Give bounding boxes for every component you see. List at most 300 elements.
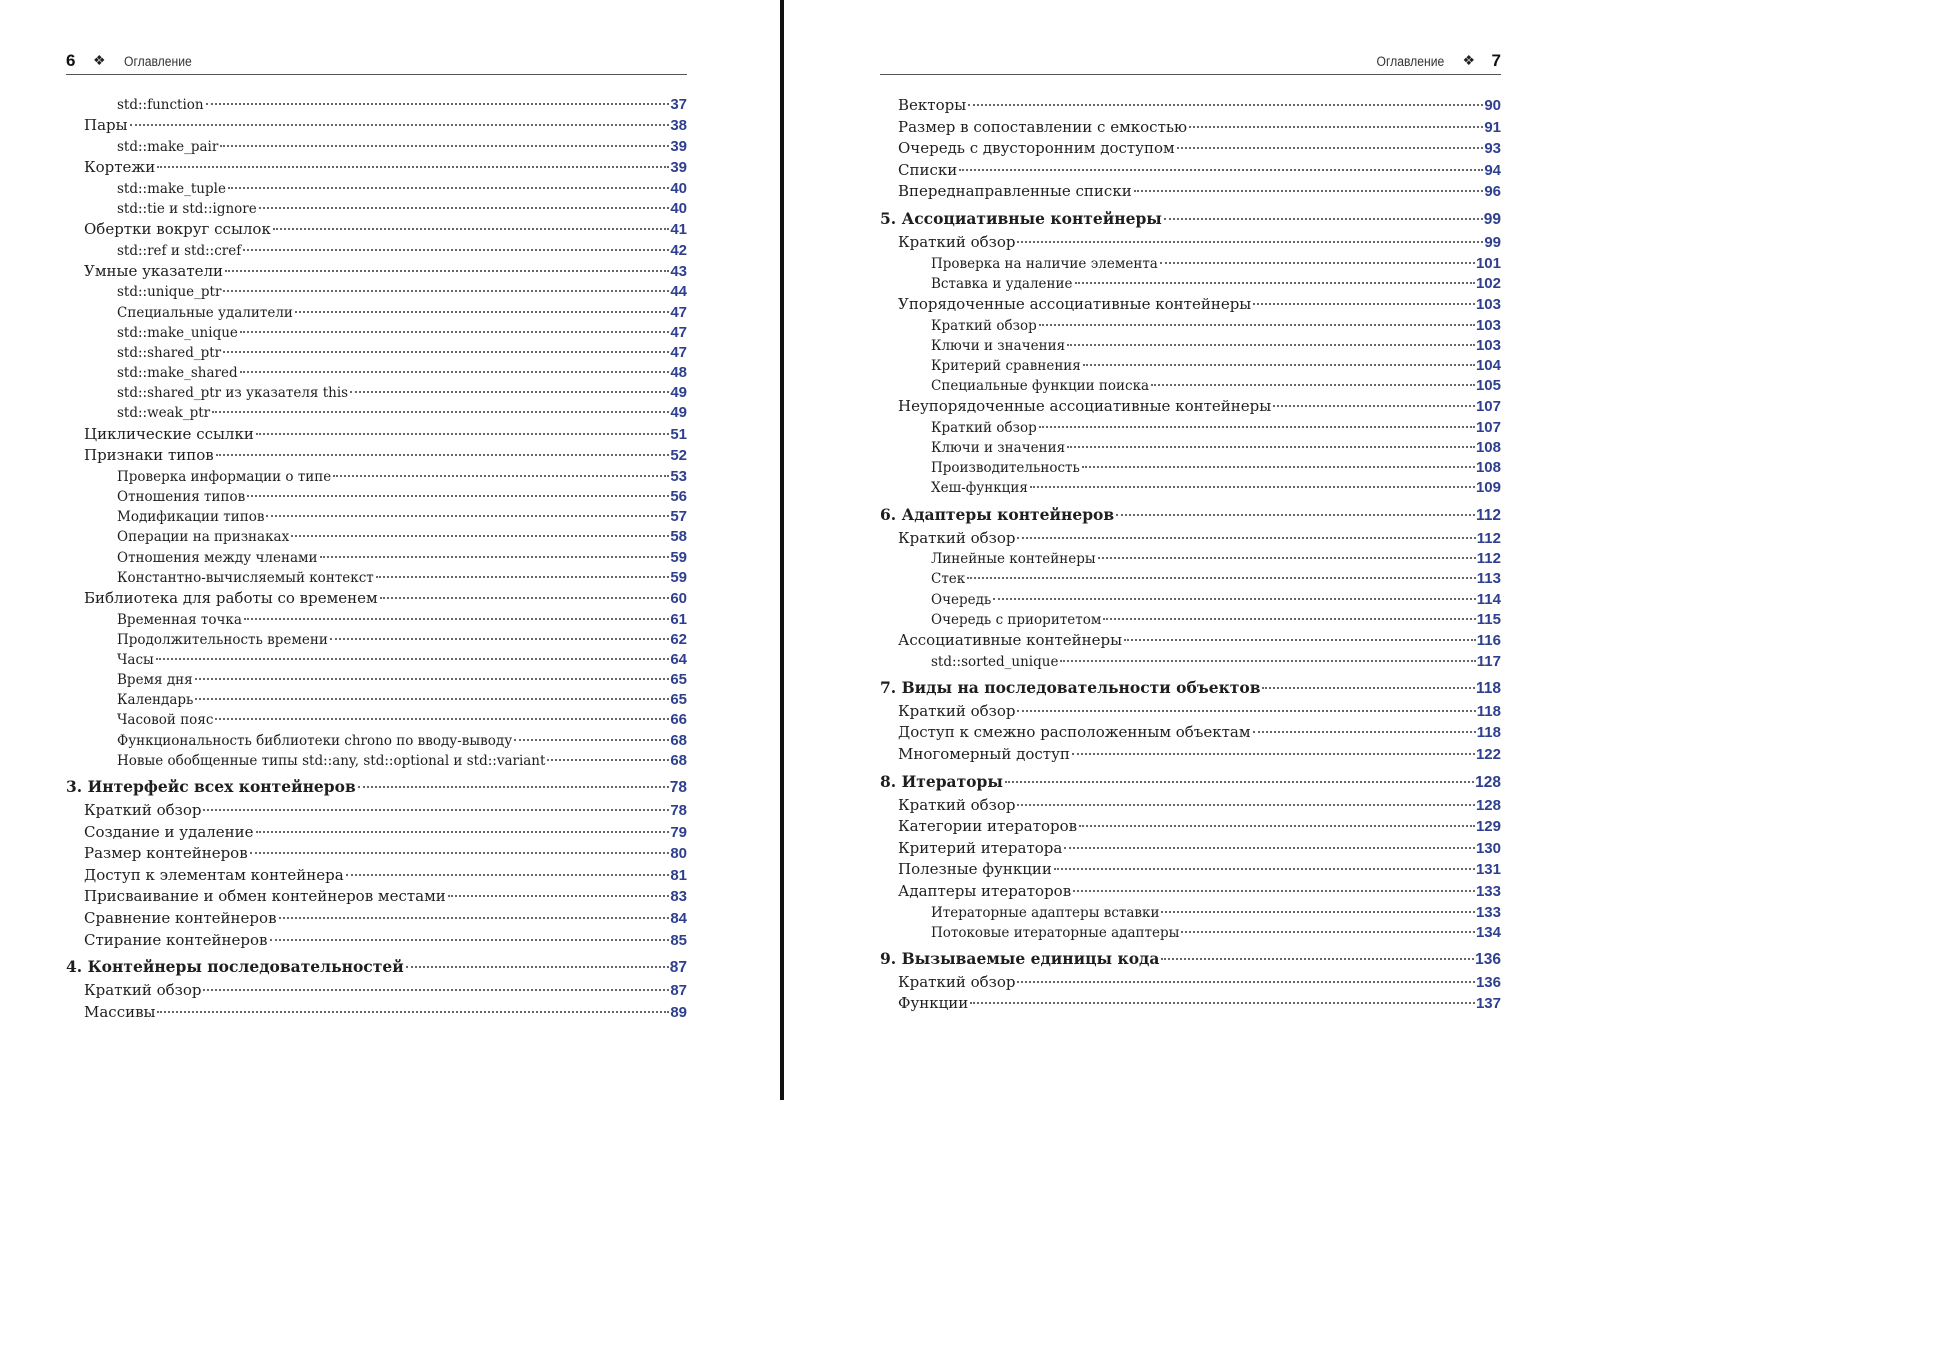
- toc-entry-title: Массивы: [84, 1002, 156, 1021]
- toc-entry[interactable]: [880, 631, 1501, 653]
- toc-entry-title: Умные указатели: [84, 261, 224, 280]
- toc-entry[interactable]: [880, 161, 1501, 183]
- toc-entry[interactable]: [66, 283, 687, 303]
- toc-dot-leader: [1017, 804, 1475, 806]
- toc-entry-title: std::ref и std::cref: [117, 242, 242, 259]
- toc-page-number: 93: [1484, 140, 1501, 158]
- toc-dot-leader: [157, 166, 669, 168]
- toc-entry[interactable]: [66, 304, 687, 324]
- toc-entry-title: Признаки типов: [84, 446, 214, 465]
- toc-page-number: 81: [670, 866, 687, 884]
- toc-page-number: 136: [1475, 950, 1501, 968]
- toc-page-number: 112: [1476, 529, 1501, 547]
- toc-entry-title: Очередь с приоритетом: [931, 611, 1102, 628]
- toc-dot-leader: [203, 989, 669, 991]
- toc-entry[interactable]: [66, 180, 687, 200]
- toc-dot-leader: [250, 852, 670, 854]
- toc-page-number: 43: [670, 262, 687, 280]
- toc-entry[interactable]: [880, 139, 1501, 161]
- toc-entry-title: Размер контейнеров: [84, 844, 248, 863]
- toc-entry[interactable]: [66, 844, 687, 866]
- toc-page-number: 38: [670, 117, 687, 135]
- toc-dot-leader: [1079, 825, 1475, 827]
- right-running-head: [880, 50, 1501, 75]
- toc-entry-title: Производительность: [931, 460, 1080, 477]
- toc-entry[interactable]: [880, 924, 1501, 944]
- toc-entry-title: 6. Адаптеры контейнеров: [880, 504, 1115, 524]
- toc-page-number: 40: [670, 199, 687, 217]
- toc-page-number: 59: [670, 568, 687, 586]
- toc-entry[interactable]: [66, 364, 687, 384]
- toc-entry[interactable]: [880, 591, 1501, 611]
- toc-entry[interactable]: [880, 860, 1501, 882]
- toc-entry[interactable]: [880, 529, 1501, 551]
- toc-entry-title: Упорядоченные ассоциативные контейнеры: [898, 294, 1252, 313]
- toc-entry[interactable]: [880, 839, 1501, 861]
- toc-entry-title: std::shared_ptr из указателя this: [117, 385, 349, 402]
- toc-entry[interactable]: [66, 242, 687, 262]
- toc-page-number: 61: [670, 610, 687, 628]
- toc-entry[interactable]: [880, 96, 1501, 118]
- toc-entry[interactable]: [880, 653, 1501, 673]
- toc-dot-leader: [1083, 364, 1475, 366]
- toc-entry[interactable]: [880, 439, 1501, 459]
- toc-dot-leader: [406, 966, 669, 968]
- toc-chapter[interactable]: [880, 209, 1501, 233]
- toc-page-number: 103: [1475, 316, 1501, 334]
- toc-entry-title: Критерий итератора: [898, 838, 1063, 857]
- toc-entry[interactable]: [66, 866, 687, 888]
- toc-entry[interactable]: [66, 384, 687, 404]
- toc-page-number: 68: [670, 731, 687, 749]
- toc-entry-title: Критерий сравнения: [931, 357, 1081, 374]
- toc-entry-title: Временная точка: [117, 611, 242, 628]
- toc-entry[interactable]: [880, 233, 1501, 255]
- toc-entry-title: Стек: [931, 571, 966, 588]
- toc-entry[interactable]: [880, 397, 1501, 419]
- toc-entry-title: std::make_shared: [117, 365, 238, 382]
- toc-dot-leader: [1262, 687, 1475, 689]
- toc-dot-leader: [270, 939, 670, 941]
- toc-dot-leader: [1073, 890, 1475, 892]
- toc-page-number: 39: [670, 158, 687, 176]
- toc-entry-title: Неупорядоченные ассоциативные контейнеры: [898, 397, 1272, 416]
- toc-entry-title: std::shared_ptr: [117, 344, 222, 361]
- toc-dot-leader: [220, 145, 669, 147]
- toc-entry-title: Обертки вокруг ссылок: [84, 219, 271, 238]
- toc-entry-title: Проверка на наличие элемента: [931, 255, 1158, 272]
- toc-entry-title: Краткий обзор: [931, 317, 1037, 334]
- toc-page-number: 53: [670, 467, 687, 485]
- toc-entry-title: Краткий обзор: [931, 419, 1037, 436]
- toc-page-number: 113: [1476, 570, 1501, 588]
- toc-page-number: 37: [670, 96, 687, 113]
- toc-page-number: 79: [670, 823, 687, 841]
- toc-page-number: 118: [1475, 679, 1501, 697]
- toc-entry-title: Модификации типов: [117, 509, 265, 526]
- toc-page-number: 103: [1475, 336, 1501, 354]
- toc-page-number: 109: [1475, 479, 1501, 497]
- toc-page-number: 128: [1475, 773, 1501, 791]
- toc-dot-leader: [1160, 262, 1475, 264]
- toc-entry[interactable]: [66, 887, 687, 909]
- toc-entry[interactable]: [880, 550, 1501, 570]
- toc-entry[interactable]: [66, 931, 687, 953]
- toc-entry-title: std::make_pair: [117, 138, 219, 155]
- toc-page-number: 60: [670, 589, 687, 607]
- toc-page-number: 117: [1476, 652, 1501, 670]
- toc-entry-title: Доступ к элементам контейнера: [84, 865, 344, 884]
- toc-entry-title: Краткий обзор: [898, 972, 1016, 991]
- toc-entry[interactable]: [880, 796, 1501, 818]
- toc-page-number: 49: [670, 404, 687, 422]
- toc-dot-leader: [295, 311, 669, 313]
- toc-dot-leader: [1017, 981, 1475, 983]
- toc-entry[interactable]: [880, 459, 1501, 479]
- toc-dot-leader: [346, 874, 670, 876]
- toc-entry-title: Проверка информации о типе: [117, 468, 332, 485]
- toc-entry[interactable]: [66, 262, 687, 284]
- toc-entry-title: 8. Итераторы: [880, 771, 1003, 791]
- toc-entry[interactable]: [66, 909, 687, 931]
- toc-dot-leader: [380, 597, 670, 599]
- toc-entry[interactable]: [880, 611, 1501, 631]
- toc-entry[interactable]: [66, 711, 687, 731]
- right-running-title: Оглавление: [1376, 54, 1444, 69]
- toc-entry-title: std::tie и std::ignore: [117, 200, 257, 217]
- toc-page-number: 137: [1475, 995, 1501, 1013]
- toc-entry[interactable]: [66, 752, 687, 772]
- toc-page-number: 101: [1475, 254, 1501, 272]
- toc-entry-title: Время дня: [117, 672, 193, 689]
- toc-entry[interactable]: [66, 589, 687, 611]
- toc-page-number: 118: [1476, 724, 1501, 742]
- book-spine: [780, 0, 784, 1100]
- toc-entry-title: Часы: [117, 651, 154, 668]
- toc-dot-leader: [1064, 847, 1475, 849]
- toc-dot-leader: [156, 658, 670, 660]
- toc-dot-leader: [968, 104, 1483, 106]
- toc-dot-leader: [1039, 426, 1475, 428]
- toc-entry[interactable]: [66, 158, 687, 180]
- toc-entry-title: Ключи и значения: [931, 440, 1066, 457]
- toc-dot-leader: [273, 228, 669, 230]
- toc-entry[interactable]: [66, 671, 687, 691]
- toc-entry-title: std::function: [117, 97, 204, 113]
- toc-dot-leader: [279, 917, 670, 919]
- toc-page-number: 87: [670, 982, 687, 1000]
- toc-entry[interactable]: [66, 651, 687, 671]
- toc-entry[interactable]: [880, 255, 1501, 275]
- toc-page-number: 107: [1475, 418, 1501, 436]
- toc-page-number: 130: [1475, 839, 1501, 857]
- toc-entry[interactable]: [880, 882, 1501, 904]
- toc-entry-title: Новые обобщенные типы std::any, std::optional и std::variant: [117, 752, 546, 769]
- toc-dot-leader: [1124, 639, 1476, 641]
- toc-page-number: 85: [670, 931, 687, 949]
- toc-entry[interactable]: [66, 981, 687, 1003]
- toc-entry[interactable]: [66, 425, 687, 447]
- toc-dot-leader: [243, 249, 669, 251]
- toc-entry-title: Адаптеры итераторов: [898, 881, 1072, 900]
- left-running-title: Оглавление: [124, 54, 192, 69]
- toc-dot-leader: [970, 1002, 1475, 1004]
- toc-dot-leader: [244, 618, 669, 620]
- toc-entry[interactable]: [880, 317, 1501, 337]
- toc-entry-title: Очередь с двусторонним доступом: [898, 139, 1175, 158]
- toc-dot-leader: [1253, 303, 1475, 305]
- toc-page-number: 78: [669, 779, 687, 797]
- toc-entry[interactable]: [66, 823, 687, 845]
- toc-chapter[interactable]: [66, 957, 687, 981]
- toc-page-number: 115: [1476, 610, 1501, 628]
- toc-dot-leader: [1017, 241, 1483, 243]
- toc-page-number: 65: [670, 671, 687, 689]
- toc-entry[interactable]: [880, 570, 1501, 590]
- toc-chapter[interactable]: [880, 949, 1501, 973]
- toc-dot-leader: [1005, 781, 1474, 783]
- toc-entry[interactable]: [880, 118, 1501, 140]
- toc-dot-leader: [1030, 486, 1475, 488]
- toc-entry-title: Специальные функции поиска: [931, 378, 1150, 395]
- toc-entry[interactable]: [880, 904, 1501, 924]
- toc-page-number: 136: [1475, 973, 1501, 991]
- toc-entry[interactable]: [880, 973, 1501, 995]
- toc-entry[interactable]: [66, 691, 687, 711]
- toc-page-number: 68: [670, 751, 687, 769]
- toc-dot-leader: [1060, 660, 1475, 662]
- toc-entry-title: Итераторные адаптеры вставки: [931, 904, 1160, 921]
- toc-dot-leader: [1082, 466, 1475, 468]
- toc-dot-leader: [1103, 618, 1475, 620]
- toc-dot-leader: [212, 411, 669, 413]
- toc-entry[interactable]: [66, 732, 687, 752]
- toc-page-number: 87: [669, 959, 687, 977]
- toc-dot-leader: [130, 124, 670, 126]
- toc-entry-title: std::make_tuple: [117, 180, 226, 197]
- toc-page-number: 129: [1475, 818, 1501, 836]
- toc-entry[interactable]: [880, 182, 1501, 204]
- toc-page-number: 116: [1476, 631, 1501, 649]
- ornament-icon: ❖: [1462, 52, 1475, 68]
- toc-dot-leader: [1161, 958, 1474, 960]
- toc-entry[interactable]: [66, 468, 687, 488]
- toc-dot-leader: [1075, 282, 1475, 284]
- toc-entry[interactable]: [66, 344, 687, 364]
- toc-entry[interactable]: [880, 479, 1501, 499]
- toc-entry[interactable]: [66, 508, 687, 528]
- toc-entry[interactable]: [66, 611, 687, 631]
- toc-entry[interactable]: [880, 745, 1501, 767]
- toc-entry[interactable]: [66, 200, 687, 220]
- toc-page-number: 52: [670, 447, 687, 465]
- toc-page-number: 65: [670, 691, 687, 709]
- toc-entry[interactable]: [66, 96, 687, 116]
- toc-dot-leader: [320, 556, 670, 558]
- toc-page-number: 80: [670, 845, 687, 863]
- toc-page-number: 78: [670, 802, 687, 820]
- toc-entry-title: Кортежи: [84, 157, 156, 176]
- toc-entry-title: Отношения между членами: [117, 549, 318, 566]
- toc-page-number: 107: [1475, 398, 1501, 416]
- toc-entry[interactable]: [66, 488, 687, 508]
- toc-entry[interactable]: [66, 549, 687, 569]
- toc-dot-leader: [1054, 868, 1475, 870]
- toc-entry-title: Продолжительность времени: [117, 631, 328, 648]
- toc-dot-leader: [266, 515, 669, 517]
- toc-dot-leader: [1098, 557, 1476, 559]
- toc-entry[interactable]: [66, 446, 687, 468]
- toc-entry[interactable]: [66, 404, 687, 424]
- toc-page-number: 58: [670, 528, 687, 546]
- toc-page-number: 59: [670, 548, 687, 566]
- toc-dot-leader: [993, 598, 1476, 600]
- toc-entry-title: std::sorted_unique: [931, 653, 1059, 670]
- toc-dot-leader: [1116, 514, 1475, 516]
- toc-page-number: 56: [670, 488, 687, 505]
- toc-page-number: 64: [670, 650, 687, 668]
- toc-page-number: 44: [670, 283, 687, 301]
- right-page-number: 7: [1491, 51, 1501, 70]
- toc-page-number: 99: [1483, 210, 1501, 228]
- toc-page-number: 131: [1475, 861, 1501, 879]
- toc-entry[interactable]: [880, 419, 1501, 439]
- toc-entry-title: Краткий обзор: [84, 981, 202, 1000]
- toc-dot-leader: [291, 535, 669, 537]
- toc-dot-leader: [157, 1011, 669, 1013]
- toc-dot-leader: [350, 391, 669, 393]
- toc-page-number: 47: [670, 323, 687, 341]
- toc-entry-title: Краткий обзор: [898, 232, 1016, 251]
- left-running-head: [66, 50, 687, 75]
- toc-entry-title: Краткий обзор: [898, 701, 1016, 720]
- toc-page-number: 39: [670, 137, 687, 155]
- toc-chapter[interactable]: [880, 505, 1501, 529]
- toc-page-number: 122: [1475, 745, 1501, 763]
- toc-dot-leader: [1072, 753, 1475, 755]
- toc-dot-leader: [203, 809, 669, 811]
- toc-dot-leader: [967, 577, 1476, 579]
- toc-dot-leader: [1134, 190, 1484, 192]
- toc-dot-leader: [225, 270, 669, 272]
- toc-entry-title: std::weak_ptr: [117, 405, 211, 422]
- toc-dot-leader: [448, 895, 670, 897]
- toc-entry-title: Списки: [898, 160, 958, 179]
- toc-entry[interactable]: [880, 377, 1501, 397]
- toc-entry[interactable]: [66, 138, 687, 158]
- toc-entry-title: Функции: [898, 994, 969, 1013]
- toc-page-number: 84: [670, 910, 687, 927]
- toc-dot-leader: [1067, 344, 1475, 346]
- toc-entry[interactable]: [880, 357, 1501, 377]
- toc-dot-leader: [240, 331, 669, 333]
- toc-page-number: 134: [1475, 923, 1501, 941]
- toc-dot-leader: [1039, 324, 1475, 326]
- toc-chapter[interactable]: [880, 678, 1501, 702]
- toc-page-number: 89: [670, 1003, 687, 1021]
- toc-page-number: 94: [1484, 161, 1501, 179]
- toc-page-number: 49: [670, 384, 687, 402]
- toc-page-number: 112: [1475, 506, 1501, 524]
- toc-dot-leader: [1017, 537, 1475, 539]
- toc-dot-leader: [1161, 911, 1475, 913]
- toc-chapter[interactable]: [66, 777, 687, 801]
- toc-entry-title: Функциональность библиотеки chrono по вводу-выводу: [117, 732, 513, 749]
- toc-chapter[interactable]: [880, 772, 1501, 796]
- toc-page-number: 99: [1484, 233, 1501, 251]
- toc-entry[interactable]: [66, 801, 687, 823]
- toc-dot-leader: [959, 169, 1483, 171]
- toc-page-number: 62: [670, 630, 687, 648]
- toc-page-number: 102: [1475, 274, 1501, 292]
- toc-dot-leader: [1189, 126, 1483, 128]
- toc-page-number: 108: [1475, 459, 1501, 477]
- toc-dot-leader: [1151, 384, 1475, 386]
- toc-entry-title: 3. Интерфейс всех контейнеров: [66, 777, 356, 797]
- toc-entry[interactable]: [880, 994, 1501, 1016]
- toc-entry-title: std::make_unique: [117, 324, 238, 341]
- toc-entry-title: Краткий обзор: [84, 801, 202, 820]
- toc-dot-leader: [358, 786, 669, 788]
- toc-page-number: 96: [1484, 183, 1501, 201]
- toc-entry[interactable]: [880, 817, 1501, 839]
- toc-entry[interactable]: [66, 569, 687, 589]
- toc-entry-title: Очередь: [931, 591, 992, 608]
- toc-entry-title: Специальные удалители: [117, 304, 293, 321]
- toc-entry-title: 7. Виды на последовательности объектов: [880, 677, 1261, 697]
- toc-entry-title: Доступ к смежно расположенным объектам: [898, 723, 1251, 742]
- toc-entry[interactable]: [66, 324, 687, 344]
- toc-entry[interactable]: [880, 702, 1501, 724]
- toc-entry[interactable]: [66, 1003, 687, 1025]
- toc-dot-leader: [333, 475, 669, 477]
- toc-entry-title: Создание и удаление: [84, 822, 254, 841]
- toc-entry-title: Вставка и удаление: [931, 275, 1073, 292]
- toc-entry-title: Многомерный доступ: [898, 744, 1070, 763]
- toc-dot-leader: [247, 495, 669, 497]
- toc-entry[interactable]: [66, 220, 687, 242]
- toc-entry-title: Полезные функции: [898, 860, 1052, 879]
- toc-entry[interactable]: [66, 631, 687, 651]
- toc-entry-title: Краткий обзор: [898, 795, 1016, 814]
- right-toc-list: [880, 96, 1501, 1016]
- toc-dot-leader: [1177, 147, 1484, 149]
- toc-entry-title: Циклические ссылки: [84, 424, 254, 443]
- toc-dot-leader: [1181, 931, 1475, 933]
- toc-page-number: 114: [1476, 590, 1501, 608]
- toc-entry[interactable]: [880, 295, 1501, 317]
- toc-entry-title: Потоковые итераторные адаптеры: [931, 924, 1180, 941]
- toc-entry[interactable]: [880, 275, 1501, 295]
- toc-dot-leader: [547, 759, 669, 761]
- toc-entry[interactable]: [880, 723, 1501, 745]
- toc-page-number: 66: [670, 711, 687, 729]
- toc-dot-leader: [195, 678, 670, 680]
- toc-entry[interactable]: [66, 116, 687, 138]
- left-page: [66, 0, 687, 1100]
- toc-entry[interactable]: [880, 337, 1501, 357]
- toc-dot-leader: [1067, 446, 1475, 448]
- toc-page-number: 57: [670, 508, 687, 526]
- toc-entry-title: Впереднаправленные списки: [898, 182, 1132, 201]
- toc-dot-leader: [256, 831, 670, 833]
- toc-entry[interactable]: [66, 528, 687, 548]
- toc-dot-leader: [1164, 218, 1483, 220]
- toc-dot-leader: [240, 371, 670, 373]
- toc-page-number: 112: [1476, 550, 1501, 568]
- toc-entry-title: Часовой пояс: [117, 712, 214, 729]
- toc-dot-leader: [256, 433, 669, 435]
